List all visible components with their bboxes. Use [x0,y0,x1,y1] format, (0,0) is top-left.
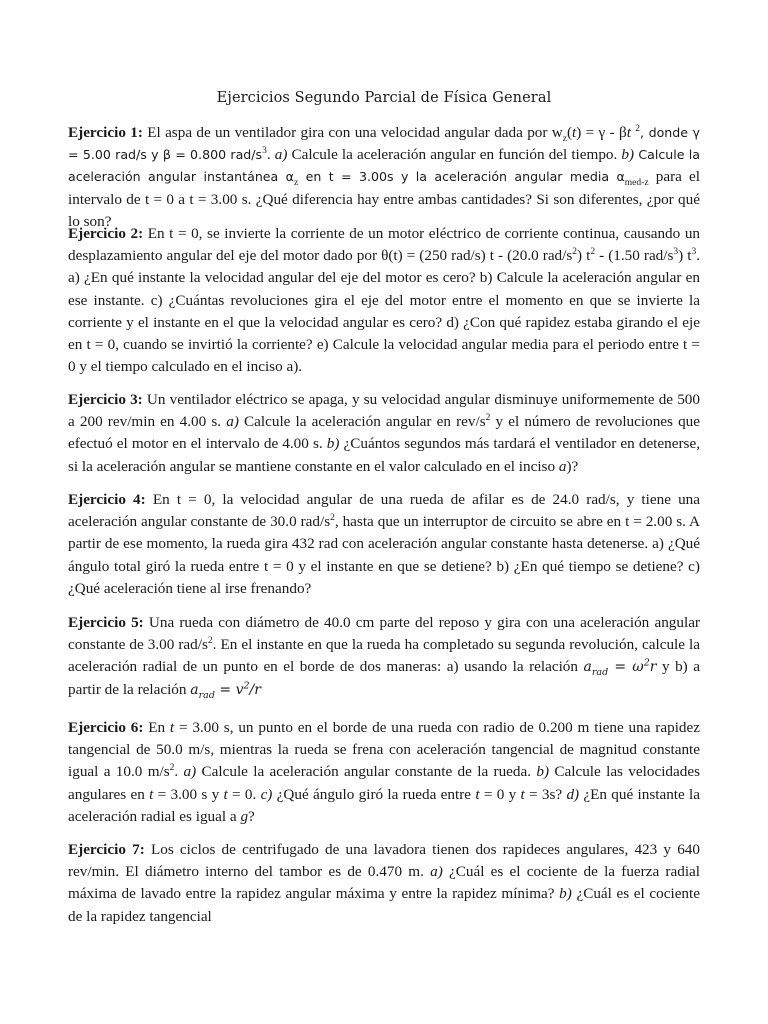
exercise-1-text: para el intervalo de t = 0 a t = 3.00 s. ¿Qué diferencia hay entre ambas cantidades? Si son diferentes, ¿por qué lo son? [68,168,701,230]
variable-t: t [223,785,228,803]
exercise-5-label: Ejercicio 5: [68,614,144,631]
exercise-6-text: = 0. [227,785,261,803]
exercise-3-text: y el número de revoluciones que efectuó el motor en el intervalo de 4.00 s. [68,413,701,453]
exercise-7-label: Ejercicio 7: [68,841,145,858]
subscript: rad [591,667,609,679]
exercise-5-text: Una rueda con diámetro de 40.0 cm parte del reposo y gira con una aceleración angular constante de 3.00 rad/s [68,614,700,654]
exercise-1-text: Calcule la aceleración angular instantánea α [68,147,701,185]
exercise-5 [68,612,700,701]
item-a: a) [183,763,197,781]
exercise-2-text: - (1.50 rad/s [595,247,674,265]
item-b: b) [536,763,550,781]
variable-t: t [626,124,631,141]
exercise-6-text: Calcule las velocidades angulares en [68,763,700,803]
item-a-ref: a [558,457,567,475]
exercise-7-text: Los ciclos de centrifugado de una lavadora tienen dos rapideces angulares, 423 y 640 rev/min. El diámetro interno del tambor es de 0.470 m. [68,841,700,881]
exercise-3-text: )? [566,457,579,475]
subscript: med-z [624,178,649,189]
exercise-1-label: Ejercicio 1: [68,124,143,141]
exercise-6-text: ¿En qué instante la aceleración radial es igual a [68,785,701,825]
item-a: a) [226,413,239,431]
exercise-4-text: En t = 0, la velocidad angular de una rueda de afilar es de 24.0 rad/s, y tiene una aceleración angular constante de 30.0 rad/s [68,491,701,531]
superscript: 2 [635,123,641,134]
exercise-4-label: Ejercicio 4: [68,491,146,508]
exercise-3-text: Calcule la aceleración angular en rev/s [238,413,486,431]
superscript: 2 [169,763,175,774]
exercise-4-text: , hasta que un interruptor de circuito se abre en t = 2.00 s. A partir de ese momento, la rueda gira 432 rad con aceleración angular constante hasta detenerse. a) ¿Qué ángulo total giró la rueda entre t = 0 y el instante en que se detiene? b) ¿En qué tiempo se detiene? c) ¿Qué aceleración tiene al irse frenando? [68,513,700,597]
exercise-6-text: ? [248,807,255,825]
exercise-1 [68,122,700,233]
superscript: 3 [691,247,697,258]
subscript: z [293,178,299,189]
exercise-3-text: Un ventilador eléctrico se apaga, y su velocidad angular disminuye uniformemente de 500 a 200 rev/min en 4.00 s. [68,391,700,431]
superscript: 2 [590,247,596,258]
exercise-5-text: . En el instante en que la rueda ha completado su segunda revolución, calcule la aceleración radial de un punto en el borde de dos maneras: a) usando la relación [68,636,700,676]
subscript: z [562,134,567,145]
exercise-2-text: ) t [678,247,692,265]
variable-t: t [149,785,154,803]
exercise-6-text: En [143,719,170,736]
exercise-6-text: = 0 y [479,785,521,803]
exercise-4 [68,489,700,600]
exercise-6-text: = 3.00 s, un punto en el borde de una rueda con radio de 0.200 m tiene una rapidez tangencial de 50.0 m/s, mientras la rueda se frena con aceleración tangencial de magnitud constante igual a 10.0 m/s [68,719,700,781]
variable-t: t [520,785,525,803]
exercise-1-text: ( [566,124,573,141]
subscript: rad [198,689,215,701]
item-b: b) [559,885,572,903]
exercise-1-text: en t = 3.00s y la aceleración angular media α [298,169,625,185]
exercise-6-label: Ejercicio 6: [68,719,144,736]
exercise-7-text: ¿Cuál es el cociente de la fuerza radial máxima de lavado entre la rapidez angular máxima y entre la rapidez mínima? [68,863,700,903]
exercise-6-text: = 3s? [524,785,567,803]
exercise-2-label: Ejercicio 2: [68,225,144,242]
exercise-7 [68,839,700,928]
exercise-5-text: y b) a partir de la relación [68,658,700,698]
exercise-6 [68,717,700,828]
variable-t: t [169,719,175,736]
exercise-6-text: Calcule la aceleración angular constante de la rueda. [196,763,537,781]
superscript: 3 [262,146,267,157]
formula-symbol: r [649,659,657,676]
superscript: 2 [243,679,250,691]
exercise-2-text: En t = 0, se invierte la corriente de un motor eléctrico de corriente continua, causando un desplazamiento angular del eje del motor dado por θ(t) = (250 rad/s) t - (20.0 rad/s [68,225,701,265]
superscript: 2 [330,513,335,524]
formula-arad-v [190,679,261,701]
exercise-3-text: ¿Cuántos segundos más tardará el ventilador en detenerse, si la aceleración angular se mantiene constante en el valor calculado en el inciso [68,435,700,475]
formula-arad-omega [583,657,657,679]
exercise-2 [68,223,700,378]
superscript: 2 [485,413,491,424]
exercise-1-text: . [266,146,275,164]
exercise-1-text: El aspa de un ventilador gira con una velocidad angular dada por w [142,124,563,141]
item-c: c) [260,785,273,803]
item-b: b) [326,435,340,453]
exercise-1-text: ) = γ - β [576,124,627,141]
superscript: 3 [673,247,679,258]
exercise-1-text: Calcule la aceleración angular en función del tiempo. [287,146,622,164]
exercise-2-text: ) t [577,247,591,265]
exercise-1-text: , donde γ = 5.00 rad/s y β = 0.800 rad/s [68,125,701,163]
formula-symbol: a [583,659,592,676]
item-b: b) [621,146,635,164]
item-a: a) [274,146,288,164]
formula-symbol: /r [249,681,261,698]
exercise-7-text: ¿Cuál es el cociente de la rapidez tangencial [68,885,700,925]
formula-symbol: = v [214,681,244,698]
exercise-2-text: . a) ¿En qué instante la velocidad angular del eje del motor es cero? b) Calcule la aceleración angular en ese instante. c) ¿Cuántas revoluciones gira el eje del motor entre el momento en que se invierte la corriente y el instante en el que la velocidad angular es cero? d) ¿Con qué rapidez estaba girando el eje en t = 0, cuando se invirtió la corriente? e) Calcule la velocidad angular media para el periodo entre t = 0 y el tiempo calculado en el inciso a). [68,247,701,376]
item-d: d) [566,785,580,803]
exercise-3 [68,389,700,478]
superscript: 2 [572,247,578,258]
exercise-6-text: ¿Qué ángulo giró la rueda entre [272,785,476,803]
exercise-6-text: . [174,763,184,781]
variable-t: t [572,124,577,141]
exercise-3-label: Ejercicio 3: [68,391,143,408]
variable-g: g [240,807,249,825]
superscript: 2 [207,636,213,647]
exercise-6-text: = 3.00 s y [153,785,224,803]
formula-symbol: = ω [608,659,644,676]
item-a: a) [430,863,443,881]
formula-symbol: a [190,681,199,698]
variable-t: t [475,785,480,803]
superscript: 2 [643,657,650,669]
document-title: Ejercicios Segundo Parcial de Física General [216,90,552,106]
